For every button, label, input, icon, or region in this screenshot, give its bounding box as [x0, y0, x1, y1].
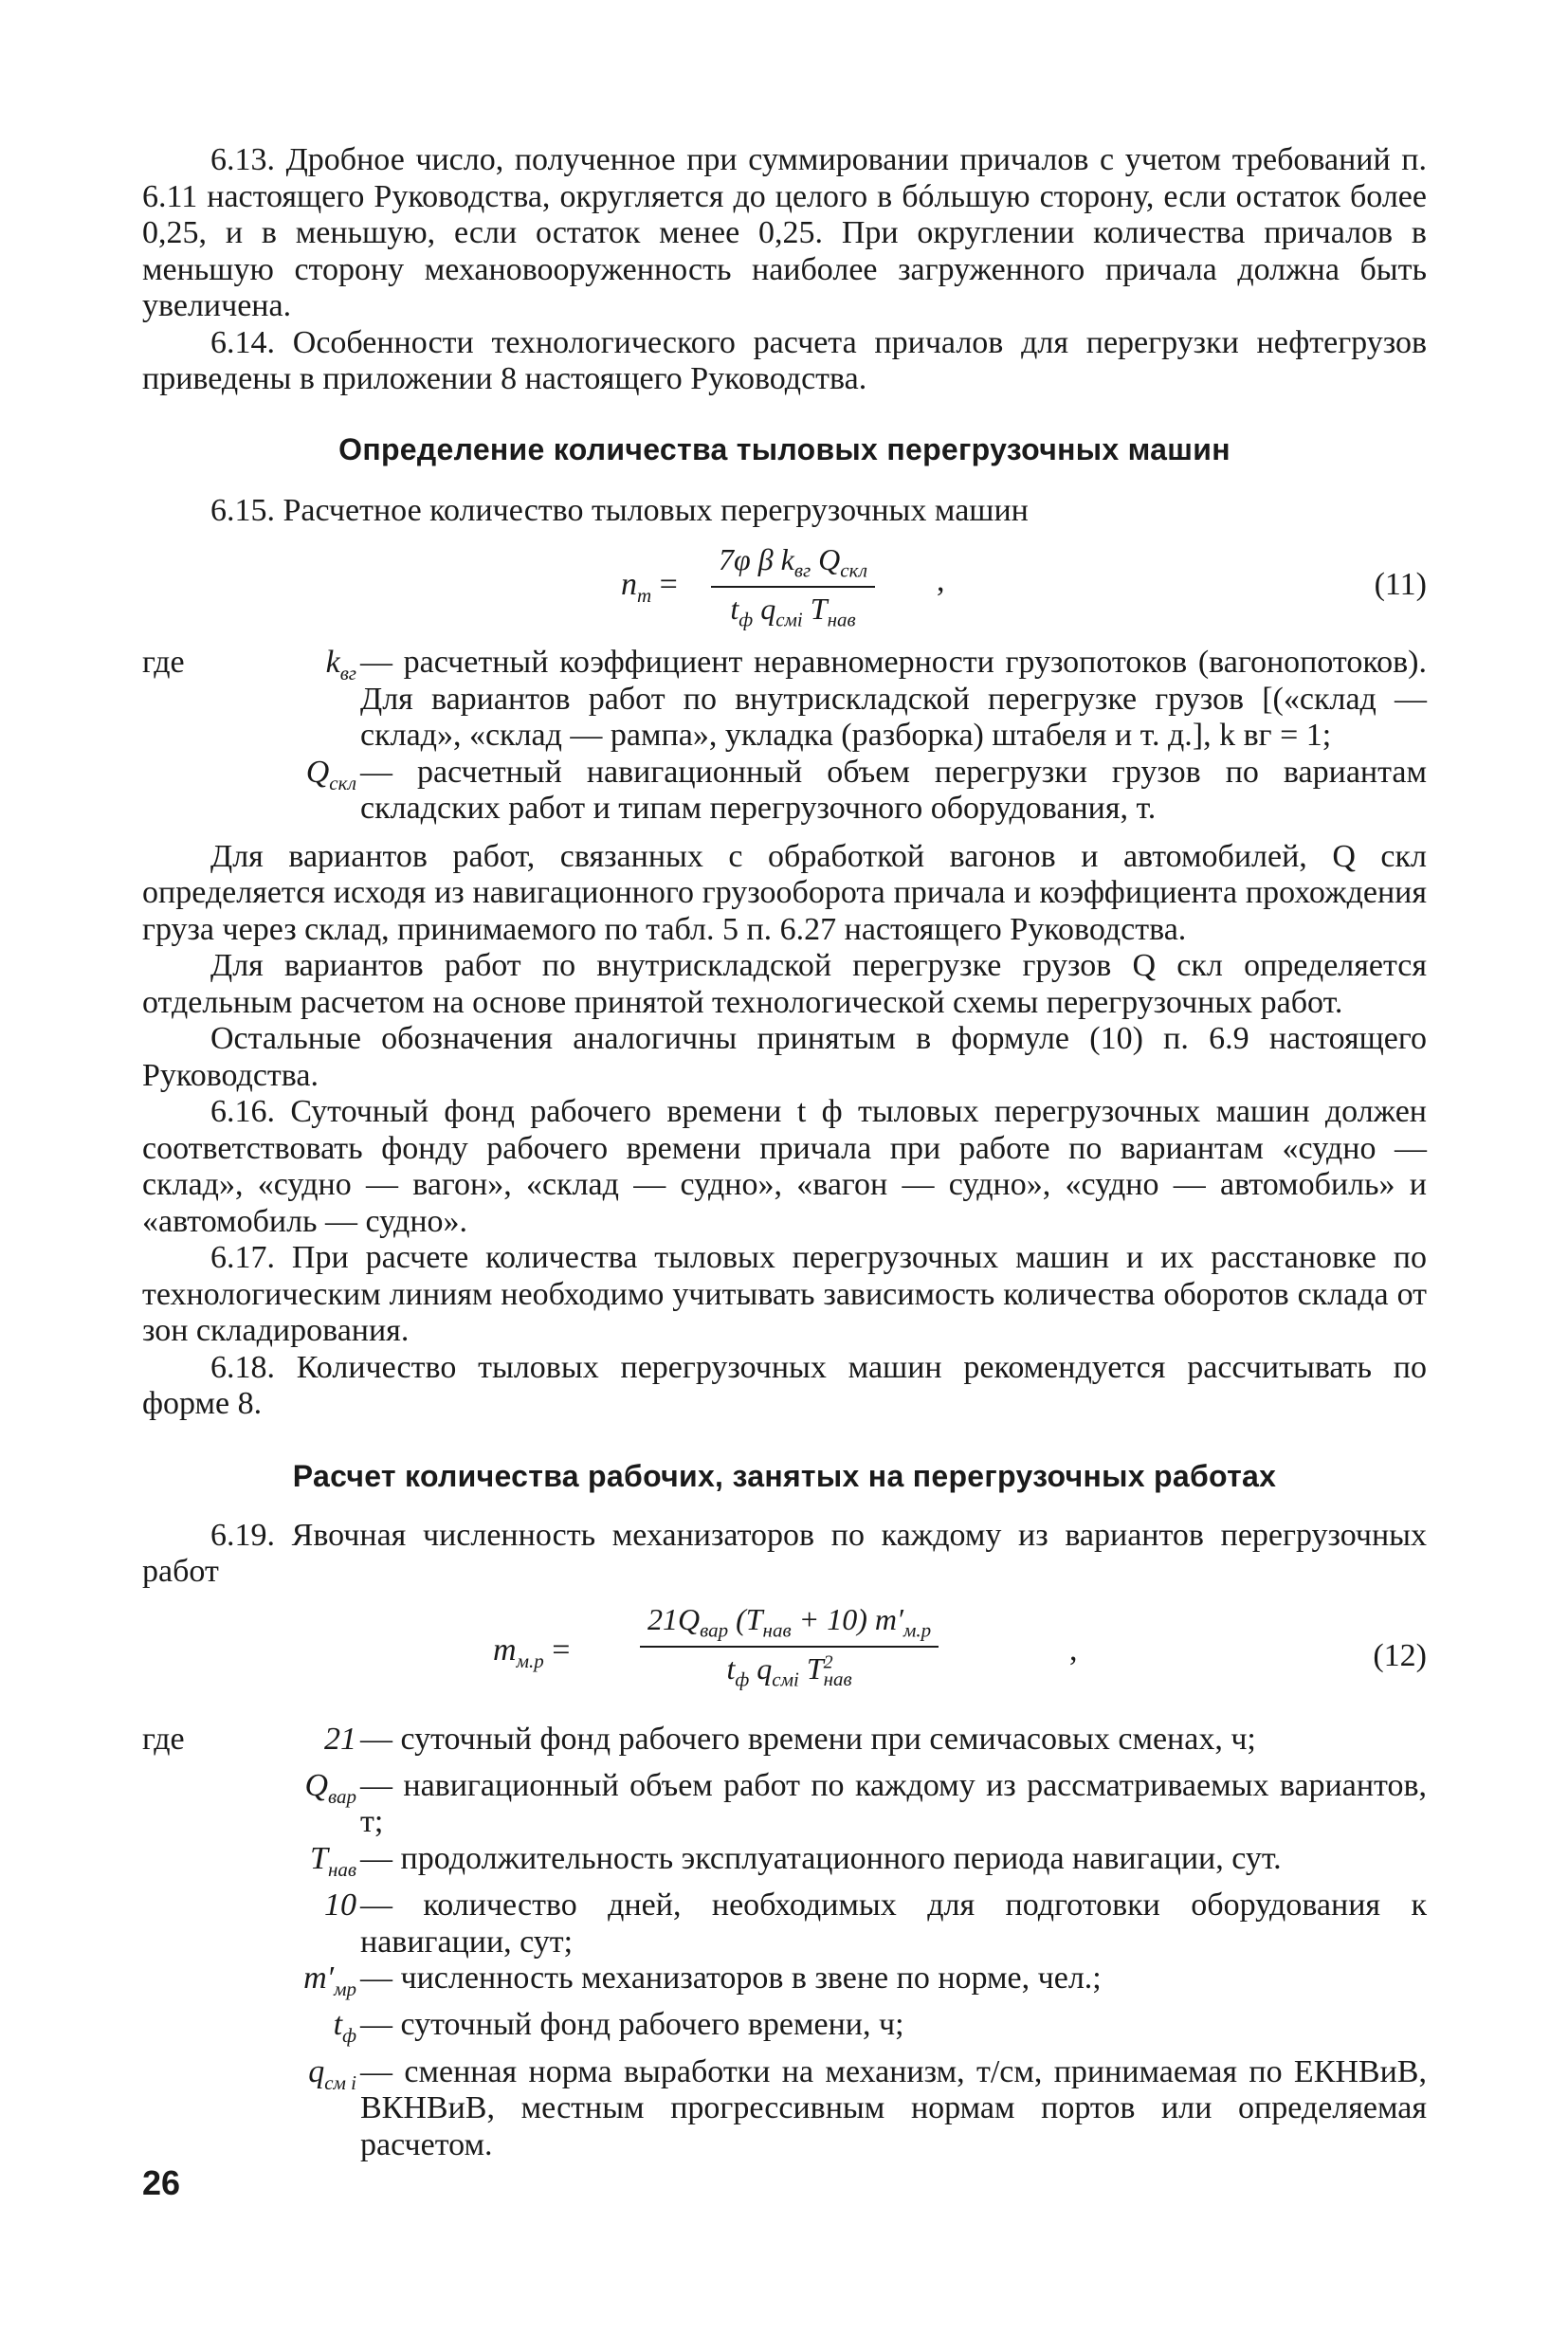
def-symbol: $T_{нав}$ [310, 1840, 356, 1881]
def-symbol: $k_{вг}$ [325, 645, 356, 684]
formula-11-number: (11) [1374, 567, 1427, 602]
def-text: — количество дней, необходимых для подготовки оборудования к навигации, сут; [360, 1887, 1427, 1960]
def-symbol: $Q_{скл}$ [305, 754, 356, 794]
formula-11 [142, 535, 1427, 639]
def-text: — суточный фонд рабочего времени, ч; [360, 2007, 904, 2043]
section-heading-workers: Расчет количества рабочих, занятых на перегрузочных работах [292, 1458, 1277, 1493]
formula-11-fraction [711, 542, 875, 632]
def-text: — сменная норма выработки на механизм, т/см, принимаемая по ЕКНВиВ, ВКНВиВ, местным прогрессивным нормам портов или определяемая расчетом. [360, 2053, 1427, 2162]
def-text: — суточный фонд рабочего времени при семичасовых сменах, ч; [360, 1721, 1256, 1757]
formula-12-lhs: $m_{м.р}$ = [493, 1632, 571, 1672]
formula-11-numerator: 7φ β $k_{вг}$ $Q_{скл}$ [711, 542, 875, 588]
formula-11-lhs: $n_т$ = [621, 567, 678, 607]
page-number: 26 [142, 2163, 181, 2202]
where-word: где [142, 1721, 185, 1757]
formula-12-comma: , [1069, 1632, 1078, 1668]
paragraph-6-15: 6.15. Расчетное количество тыловых перегрузочных машин [210, 492, 1029, 528]
formula-12-denominator: $t_ф$ $q_{смi}$ $T^2_{нав}$ [726, 1650, 852, 1691]
formula-12-number: (12) [1373, 1637, 1427, 1673]
paragraph-6-13: 6.13. Дробное число, полученное при суммировании причалов с учетом требований п. 6.11 настоящего Руководства, округляется до целого в бóльшую сторону, если остаток более 0,25, и в меньшую, если остаток менее 0,25. При округлении количества причалов в меньшую сторону механовооруженность наиболее загруженного причала должна быть увеличена. [142, 142, 1427, 323]
def-symbol: 10 [324, 1887, 356, 1924]
paragraph-6-18: 6.18. Количество тыловых перегрузочных машин рекомендуется рассчитывать по форме 8. [142, 1349, 1427, 1421]
definitions-formula-11 [142, 645, 1427, 828]
section-heading-rear-machines: Определение количества тыловых перегрузочных машин [338, 431, 1231, 466]
def-text: — продолжительность эксплуатационного периода навигации, сут. [360, 1840, 1282, 1876]
formula-12 [142, 1600, 1427, 1705]
paragraph-6-17: 6.17. При расчете количества тыловых перегрузочных машин и их расстановке по технологическим линиям необходимо учитывать зависимость количества оборотов склада от зон складирования. [142, 1240, 1427, 1348]
def-symbol: $q_{см i}$ [308, 2053, 356, 2094]
def-symbol: $m'_{мр}$ [303, 1960, 356, 2000]
paragraph-6-14: 6.14. Особенности технологического расчета причалов для перегрузки нефтегрузов приведены в приложении 8 настоящего Руководства. [142, 324, 1427, 396]
formula-11-denominator: $t_ф$ $q_{смi}$ $T_{нав}$ [730, 592, 856, 631]
def-text: — расчетный навигационный объем перегрузки грузов по вариантам складских работ и типам перегрузочного оборудования, т. [360, 754, 1427, 826]
paragraph-qskl-vehicles: Для вариантов работ, связанных с обработкой вагонов и автомобилей, Q скл определяется исходя из навигационного грузооборота причала и коэффициента прохождения груза через склад, принимаемого по табл. 5 п. 6.27 настоящего Руководства. [142, 838, 1427, 947]
def-symbol: $t_ф$ [333, 2007, 356, 2048]
paragraph-qskl-internal: Для вариантов работ по внутрискладской перегрузке грузов Q скл определяется отдельным расчетом на основе принятой технологической схемы перегрузочных работ. [142, 948, 1427, 1020]
def-text: — навигационный объем работ по каждому из рассматриваемых вариантов, т; [360, 1767, 1427, 1840]
def-text: — численность механизаторов в звене по норме, чел.; [360, 1960, 1102, 1996]
paragraph-other-notations: Остальные обозначения аналогичны принятым в формуле (10) п. 6.9 настоящего Руководства. [142, 1021, 1427, 1093]
paragraph-6-16: 6.16. Суточный фонд рабочего времени t ф тыловых перегрузочных машин должен соответствовать фонду рабочего времени причала при работе по вариантам «судно — склад», «судно — вагон», «склад — судно», «вагон — судно», «судно — автомобиль» и «автомобиль — судно». [142, 1094, 1427, 1239]
def-symbol: 21 [324, 1721, 356, 1757]
document-page [142, 142, 1427, 2163]
where-word: где [142, 645, 185, 680]
def-text: — расчетный коэффициент неравномерности грузопотоков (вагонопотоков). Для вариантов работ по внутрискладской перегрузке грузов [(«склад — склад», «склад — рампа», укладка (разборка) штабеля и т. д.], k вг = 1; [360, 645, 1427, 753]
formula-11-comma: , [937, 563, 945, 598]
def-symbol: $Q_{вар}$ [304, 1767, 356, 1808]
definitions-formula-12 [142, 1722, 1427, 2164]
paragraph-6-19: 6.19. Явочная численность механизаторов по каждому из вариантов перегрузочных работ [142, 1517, 1427, 1589]
formula-12-numerator: $21Q_{вар}$ $(T_{нав} + 10)$ $m'_{м.р}$ [640, 1602, 939, 1648]
formula-12-fraction [640, 1602, 939, 1692]
